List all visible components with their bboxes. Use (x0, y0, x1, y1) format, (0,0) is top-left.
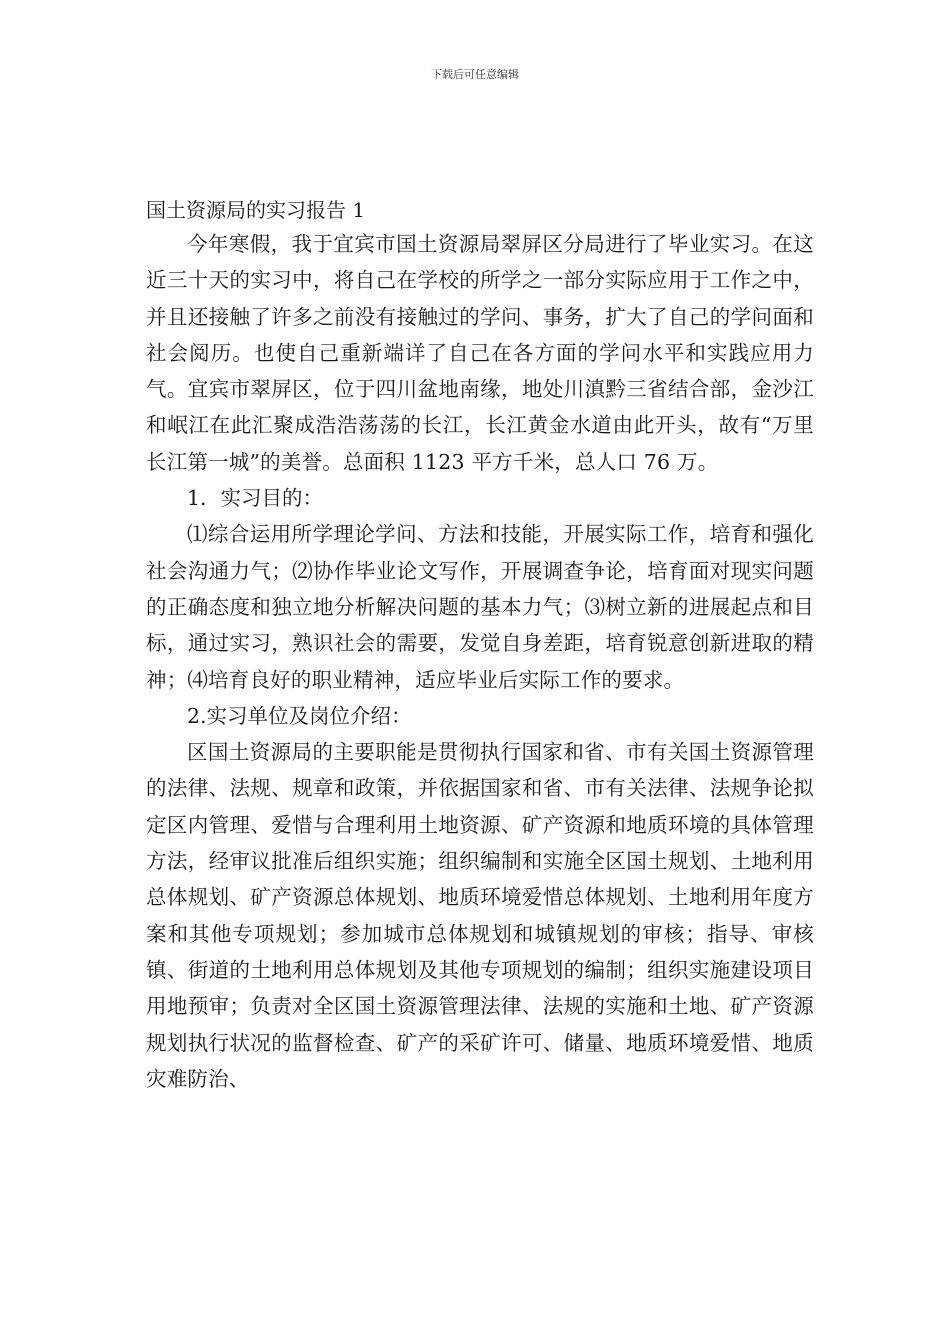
purpose-paragraph: ⑴综合运用所学理论学问、方法和技能，开展实际工作，培育和强化社会沟通力气；⑵协作毕业论文写作，开展调查争论，培育面对现实问题的正确态度和独立地分析解决问题的基本力气；⑶树立新的进展起点和目标，通过实习，熟识社会的需要，发觉自身差距，培育锐意创新进取的精神；⑷培育良好的职业精神，适应毕业后实际工作的要求。 (146, 522, 814, 692)
section-heading-purpose: 1．实习目的： (187, 486, 324, 511)
page-header-note: 下载后可任意编辑 (431, 68, 519, 81)
intro-paragraph: 今年寒假，我于宜宾市国土资源局翠屏区分局进行了毕业实习。在这近三十天的实习中，将自己在学校的所学之一部分实际应用于工作之中，并且还接触了许多之前没有接触过的学问、事务，扩大了自己的学问面和社会阅历。也使自己重新端详了自己在各方面的学问水平和实践应用力气。宜宾市翠屏区，位于四川盆地南缘，地处川滇黔三省结合部，金沙江和岷江在此汇聚成浩浩荡荡的长江，长江黄金水道由此开头，故有“万里长江第一城”的美誉。总面积 1123 平方千米，总人口 76 万。 (146, 232, 814, 474)
unit-paragraph: 区国土资源局的主要职能是贯彻执行国家和省、市有关国土资源管理的法律、法规、规章和政策，并依据国家和省、市有关法律、法规争论拟定区内管理、爱惜与合理利用土地资源、矿产资源和地质环境的具体管理方法，经审议批准后组织实施；组织编制和实施全区国土规划、土地利用总体规划、矿产资源总体规划、地质环境爱惜总体规划、土地利用年度方案和其他专项规划；参加城市总体规划和城镇规划的审核；指导、审核镇、街道的土地利用总体规划及其他专项规划的编制；组织实施建设项目用地预审；负责对全区国土资源管理法律、法规的实施和土地、矿产资源规划执行状况的监督检查、矿产的采矿许可、储量、地质环境爱惜、地质灾难防治、 (146, 740, 814, 1091)
section-heading-unit: 2.实习单位及岗位介绍： (187, 703, 412, 728)
document-title: 国土资源局的实习报告 1 (146, 198, 366, 222)
document-body (146, 194, 814, 1097)
